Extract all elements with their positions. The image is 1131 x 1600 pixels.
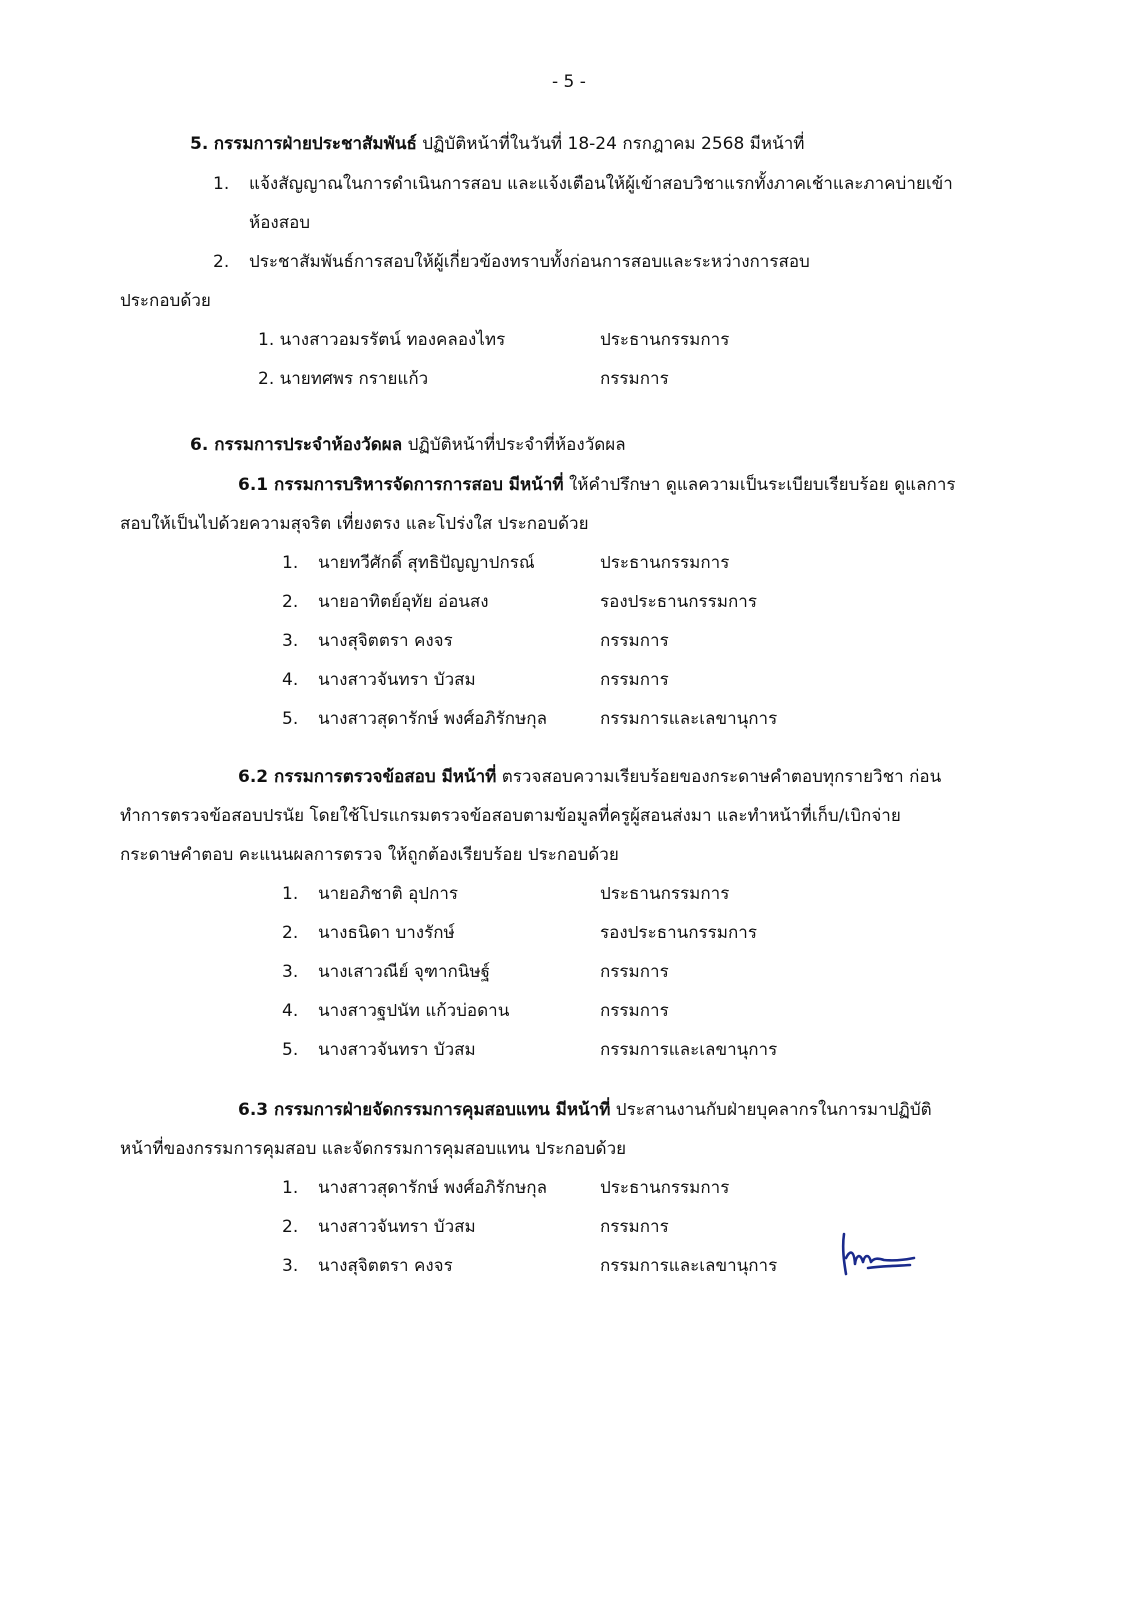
member-name: นางสาวจันทรา บัวสม bbox=[318, 1040, 476, 1060]
member-role: ประธานกรรมการ bbox=[600, 884, 730, 904]
subsection-6-2-line3: กระดาษคำตอบ คะแนนผลการตรวจ ให้ถูกต้องเรียบร้อย ประกอบด้วย bbox=[120, 845, 619, 865]
member-name: นางสาวฐปนัท แก้วบ่อดาน bbox=[318, 1001, 510, 1021]
s62-member bbox=[282, 960, 490, 984]
member-number: 1. bbox=[282, 884, 299, 904]
subsection-6-3-line2: หน้าที่ของกรรมการคุมสอบ และจัดกรรมการคุมสอบแทน ประกอบด้วย bbox=[120, 1139, 627, 1159]
member-role: ประธานกรรมการ bbox=[600, 553, 730, 573]
member-name: นางสาวสุดารักษ์ พงศ์อภิรักษกุล bbox=[318, 709, 547, 729]
section-5-duty-1-cont: ห้องสอบ bbox=[249, 213, 311, 233]
member-number: 3. bbox=[282, 1256, 299, 1276]
member-role: กรรมการและเลขานุการ bbox=[600, 709, 778, 729]
section-5-title: กรรมการฝ่ายประชาสัมพันธ์ bbox=[213, 134, 417, 154]
s63-member bbox=[282, 1254, 453, 1278]
member-role: กรรมการ bbox=[600, 1217, 669, 1237]
member-role: กรรมการ bbox=[600, 962, 669, 982]
subsection-6-1-line1 bbox=[238, 473, 956, 497]
section-6-heading bbox=[190, 433, 626, 457]
section-5-heading bbox=[190, 132, 804, 156]
subsection-6-1-title: 6.1 กรรมการบริหารจัดการการสอบ มีหน้าที่ bbox=[238, 475, 564, 495]
s61-member bbox=[282, 629, 453, 653]
member-name: นายอาทิตย์อุทัย อ่อนสง bbox=[318, 592, 489, 612]
member-name: นางธนิดา บางรักษ์ bbox=[318, 923, 455, 943]
section-5-duty-1 bbox=[213, 172, 953, 196]
s61-member bbox=[282, 590, 489, 614]
member-role: ประธานกรรมการ bbox=[600, 330, 730, 350]
member-name: นายทวีศักดิ์ สุทธิปัญญาปกรณ์ bbox=[318, 553, 535, 573]
s63-member bbox=[282, 1176, 547, 1200]
member-role: รองประธานกรรมการ bbox=[600, 923, 757, 943]
member-number: 2. bbox=[282, 923, 299, 943]
member-number: 1. bbox=[282, 1178, 299, 1198]
member-name: นางสาวจันทรา บัวสม bbox=[318, 670, 476, 690]
subsection-6-1-line2: สอบให้เป็นไปด้วยความสุจริต เที่ยงตรง และโปร่งใส ประกอบด้วย bbox=[120, 514, 589, 534]
member-role: กรรมการและเลขานุการ bbox=[600, 1040, 778, 1060]
section-5-member bbox=[258, 328, 505, 352]
member-name: นายอภิชาติ อุปการ bbox=[318, 884, 459, 904]
subsection-6-2-line2: ทำการตรวจข้อสอบปรนัย โดยใช้โปรแกรมตรวจข้อสอบตามข้อมูลที่ครูผู้สอนส่งมา และทำหน้าที่เก็บ/เบิกจ่าย bbox=[120, 806, 901, 826]
s61-member bbox=[282, 707, 547, 731]
duty-number: 2. bbox=[213, 252, 230, 272]
member-number: 1. bbox=[258, 330, 275, 350]
member-name: นางสุจิตตรา คงจร bbox=[318, 1256, 453, 1276]
member-name: นายทศพร กรายแก้ว bbox=[279, 369, 429, 389]
duty-number: 1. bbox=[213, 174, 230, 194]
member-number: 3. bbox=[282, 631, 299, 651]
s61-member bbox=[282, 668, 476, 692]
subsection-6-1-text: ให้คำปรึกษา ดูแลความเป็นระเบียบเรียบร้อย ดูแลการ bbox=[563, 475, 956, 495]
member-number: 5. bbox=[282, 709, 299, 729]
member-number: 1. bbox=[282, 553, 299, 573]
duty-text: แจ้งสัญญาณในการดำเนินการสอบ และแจ้งเตือนให้ผู้เข้าสอบวิชาแรกทั้งภาคเช้าและภาคบ่ายเข้า bbox=[249, 174, 953, 194]
member-number: 3. bbox=[282, 962, 299, 982]
page-number: - 5 - bbox=[552, 72, 586, 92]
member-role: กรรมการและเลขานุการ bbox=[600, 1256, 778, 1276]
s62-member bbox=[282, 999, 509, 1023]
subsection-6-2-text: ตรวจสอบความเรียบร้อยของกระดาษคำตอบทุกรายวิชา ก่อน bbox=[496, 767, 942, 787]
section-5-consist: ประกอบด้วย bbox=[120, 291, 211, 311]
section-6-title: 6. กรรมการประจำห้องวัดผล bbox=[190, 435, 403, 455]
member-number: 2. bbox=[258, 369, 275, 389]
section-5-desc: ปฏิบัติหน้าที่ในวันที่ 18-24 กรกฎาคม 2568 มีหน้าที่ bbox=[416, 134, 805, 154]
section-5-member bbox=[258, 367, 428, 391]
member-number: 4. bbox=[282, 1001, 299, 1021]
member-role: รองประธานกรรมการ bbox=[600, 592, 757, 612]
member-name: นางสุจิตตรา คงจร bbox=[318, 631, 453, 651]
s61-member bbox=[282, 551, 535, 575]
member-role: ประธานกรรมการ bbox=[600, 1178, 730, 1198]
subsection-6-3-text: ประสานงานกับฝ่ายบุคลากรในการมาปฏิบัติ bbox=[610, 1100, 932, 1120]
signature bbox=[838, 1228, 918, 1284]
s62-member bbox=[282, 921, 455, 945]
s62-member bbox=[282, 1038, 476, 1062]
subsection-6-3-title: 6.3 กรรมการฝ่ายจัดกรรมการคุมสอบแทน มีหน้าที่ bbox=[238, 1100, 611, 1120]
member-role: กรรมการ bbox=[600, 369, 669, 389]
duty-text: ประชาสัมพันธ์การสอบให้ผู้เกี่ยวข้องทราบทั้งก่อนการสอบและระหว่างการสอบ bbox=[249, 252, 810, 272]
subsection-6-2-title: 6.2 กรรมการตรวจข้อสอบ มีหน้าที่ bbox=[238, 767, 497, 787]
subsection-6-2-line1 bbox=[238, 765, 941, 789]
section-5-number: 5. bbox=[190, 134, 209, 154]
member-number: 2. bbox=[282, 1217, 299, 1237]
member-name: นางสาวอมรรัตน์ ทองคลองไทร bbox=[279, 330, 506, 350]
member-number: 5. bbox=[282, 1040, 299, 1060]
member-name: นางสาวสุดารักษ์ พงศ์อภิรักษกุล bbox=[318, 1178, 547, 1198]
subsection-6-3-line1 bbox=[238, 1098, 932, 1122]
member-role: กรรมการ bbox=[600, 670, 669, 690]
s62-member bbox=[282, 882, 458, 906]
section-6-desc: ปฏิบัติหน้าที่ประจำที่ห้องวัดผล bbox=[402, 435, 626, 455]
member-role: กรรมการ bbox=[600, 631, 669, 651]
member-number: 4. bbox=[282, 670, 299, 690]
member-name: นางสาวจันทรา บัวสม bbox=[318, 1217, 476, 1237]
section-5-duty-2 bbox=[213, 250, 810, 274]
member-name: นางเสาวณีย์ จุฑากนิษฐ์ bbox=[318, 962, 491, 982]
s63-member bbox=[282, 1215, 476, 1239]
member-role: กรรมการ bbox=[600, 1001, 669, 1021]
member-number: 2. bbox=[282, 592, 299, 612]
